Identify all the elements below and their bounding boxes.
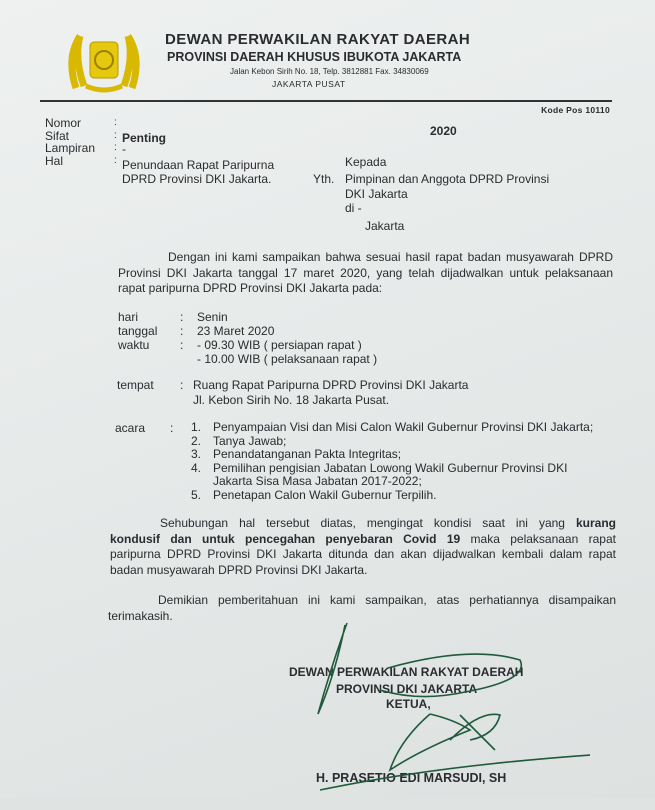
signature-org: DEWAN PERWAKILAN RAKYAT DAERAH: [289, 665, 524, 679]
colon: :: [180, 310, 184, 324]
paragraph-postponement: [110, 516, 616, 578]
agenda-text: Pemilihan pengisian Jabatan Lowong Wakil Gubernur Provinsi DKI: [213, 460, 568, 475]
signature-province: PROVINSI DKI JAKARTA: [336, 682, 478, 696]
label-sifat: Sifat: [45, 128, 70, 143]
hari-value: Senin: [197, 310, 228, 324]
colon: :: [170, 421, 174, 435]
agenda-item: [191, 462, 593, 476]
hal-line: DPRD Provinsi DKI Jakarta.: [122, 172, 272, 186]
colon: :: [114, 129, 117, 141]
label-waktu: waktu: [118, 338, 150, 352]
colon: :: [114, 117, 117, 128]
agenda-number: 1.: [191, 420, 202, 434]
label-tanggal: tanggal: [118, 324, 158, 338]
waktu-value: - 09.30 WIB ( persiapan rapat ): [197, 338, 362, 352]
signatory-name: H. PRASETIO EDI MARSUDI, SH: [316, 771, 507, 785]
agenda-text: Penetapan Calon Wakil Gubernur Terpilih.: [213, 487, 437, 502]
recipient-line: di -: [345, 201, 362, 215]
schedule-labels: [118, 310, 157, 352]
paragraph-line: [110, 532, 616, 548]
paragraph-line: rapat paripurna DPRD Provinsi DKI Jakarta pada:: [118, 281, 383, 295]
letterhead-address: Jalan Kebon Sirih No. 18, Telp. 3812881 Fax. 34830069: [230, 67, 429, 76]
recipient-city: Jakarta: [365, 219, 405, 233]
agenda-text: Penyampaian Visi dan Misi Calon Wakil Gubernur Provinsi DKI Jakarta;: [213, 420, 594, 434]
tempat-line: Jl. Kebon Sirih No. 18 Jakarta Pusat.: [193, 393, 390, 407]
label-nomor: Nomor: [45, 116, 82, 130]
paragraph-line: Demikian pemberitahuan ini kami sampaikan, atas perhatiannya disampaikan: [158, 593, 616, 607]
paragraph-intro: [118, 250, 613, 297]
letterhead-subtitle: PROVINSI DAERAH KHUSUS IBUKOTA JAKARTA: [167, 50, 462, 64]
emphasis: kurang: [575, 516, 616, 530]
lampiran-value: -: [122, 142, 126, 156]
tempat-line: Ruang Rapat Paripurna DPRD Provinsi DKI Jakarta: [193, 378, 469, 392]
postal-code: Kode Pos 10110: [541, 105, 610, 115]
label-lampiran: Lampiran: [45, 141, 96, 155]
paragraph-line: terimakasih.: [108, 608, 173, 623]
schedule-values: [197, 310, 377, 366]
tempat-value: [193, 378, 468, 408]
label-acara: acara: [115, 421, 146, 435]
agenda-list: [191, 421, 593, 502]
agenda-item: [191, 435, 593, 449]
recipient-line: DKI Jakarta: [345, 186, 408, 201]
tanggal-value: 23 Maret 2020: [197, 324, 275, 338]
colon: :: [114, 142, 117, 153]
handwritten-signature: [290, 620, 590, 810]
paragraph-line: Dengan ini kami sampaikan bahwa sesuai hasil rapat badan musyawarah DPRD: [168, 250, 613, 264]
recipient-yth: Yth.: [313, 172, 335, 186]
colon: :: [180, 378, 184, 392]
text: Sehubungan hal tersebut diatas, mengingat kondisi saat ini yang: [160, 516, 576, 530]
agenda-item: [191, 489, 593, 503]
hal-line: Penundaan Rapat Paripurna: [122, 158, 275, 172]
signature-title: KETUA,: [386, 697, 431, 711]
agenda-number: 5.: [191, 487, 202, 502]
hal-value: [122, 158, 274, 186]
agenda-item: [191, 421, 593, 435]
label-tempat: tempat: [117, 378, 154, 392]
colon: :: [180, 324, 184, 338]
waktu-value: - 10.00 WIB ( pelaksanaan rapat ): [197, 352, 378, 366]
header-divider: [40, 100, 612, 102]
agenda-number: 2.: [191, 433, 202, 448]
text: maka pelaksanaan rapat: [460, 531, 616, 546]
agenda-text: Penandatanganan Pakta Integritas;: [213, 447, 402, 461]
dprd-emblem-logo: [66, 28, 142, 96]
letterhead-title: DEWAN PERWAKILAN RAKYAT DAERAH: [165, 31, 471, 48]
paragraph-line: badan musyawarah DPRD Provinsi DKI Jakarta.: [110, 562, 368, 577]
schedule-colons: [180, 310, 183, 352]
sifat-value: Penting: [122, 131, 166, 145]
letterhead-city: JAKARTA PUSAT: [272, 79, 346, 89]
colon: :: [180, 338, 184, 352]
agenda-number: 3.: [191, 447, 202, 461]
meta-labels: [45, 117, 95, 167]
agenda-item: [191, 475, 593, 489]
emphasis: kondusif dan untuk pencegahan penyebaran Covid 19: [110, 531, 461, 546]
agenda-text: Jakarta Sisa Masa Jabatan 2017-2022;: [213, 474, 422, 488]
label-hal: Hal: [45, 153, 64, 168]
paragraph-line: [110, 516, 616, 532]
meta-colons: [114, 117, 117, 167]
recipient-kepada: Kepada: [345, 155, 387, 169]
paragraph-line: paripurna DPRD Provinsi DKI Jakarta ditunda dan akan dijadwalkan kembali dalam rapat: [110, 547, 616, 561]
agenda-number: 4.: [191, 460, 202, 475]
label-hari: hari: [118, 310, 139, 324]
letter-year: 2020: [430, 124, 457, 138]
recipient-line: Pimpinan dan Anggota DPRD Provinsi: [345, 172, 550, 186]
agenda-text: Tanya Jawab;: [213, 433, 287, 448]
agenda-item: [191, 448, 593, 462]
recipient-lines: [345, 172, 549, 216]
paragraph-line: Provinsi DKI Jakarta tanggal 17 maret 2020, yang telah dijadwalkan untuk pelaksanaan: [118, 265, 613, 280]
colon: :: [114, 154, 117, 166]
